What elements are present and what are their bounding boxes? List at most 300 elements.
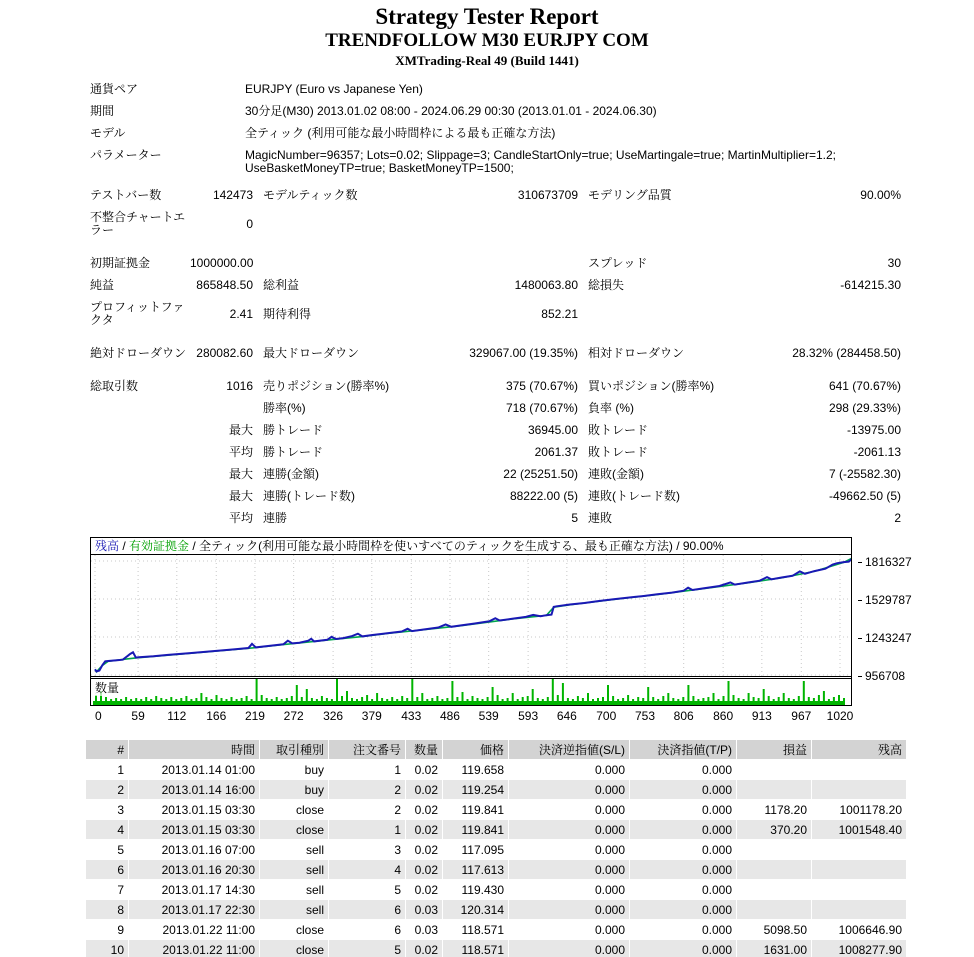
volume-bar bbox=[677, 699, 679, 701]
x-axis-label: 486 bbox=[439, 709, 460, 723]
table-cell: 2 bbox=[86, 780, 128, 799]
table-cell: 0.000 bbox=[509, 840, 629, 859]
stat-value: 22 (25251.50) bbox=[503, 467, 578, 481]
volume-bar bbox=[667, 693, 669, 701]
volume-bar bbox=[723, 696, 725, 701]
table-cell: 2013.01.14 16:00 bbox=[129, 780, 259, 799]
x-axis-label: 913 bbox=[751, 709, 772, 723]
stat-value: -614215.30 bbox=[840, 278, 901, 292]
table-cell: 117.095 bbox=[443, 840, 508, 859]
table-cell: 0.000 bbox=[630, 920, 736, 939]
volume-bar bbox=[763, 689, 765, 701]
volume-bar bbox=[256, 679, 258, 701]
stat-row bbox=[85, 402, 907, 415]
ea-name: TRENDFOLLOW M30 EURJPY COM bbox=[325, 30, 649, 51]
volume-bar bbox=[276, 697, 278, 701]
stat-value: 28.32% (284458.50) bbox=[792, 346, 901, 360]
volume-bar bbox=[587, 693, 589, 701]
table-row bbox=[86, 780, 906, 799]
x-axis-label: 59 bbox=[131, 709, 145, 723]
table-cell: 5 bbox=[86, 840, 128, 859]
x-axis-label: 1020 bbox=[826, 709, 854, 723]
volume-bar bbox=[221, 698, 223, 701]
table-cell: 0.000 bbox=[630, 820, 736, 839]
summary-info-section bbox=[85, 83, 907, 175]
volume-bar bbox=[326, 698, 328, 701]
table-cell: 2013.01.22 11:00 bbox=[129, 920, 259, 939]
x-axis-label: 112 bbox=[167, 709, 187, 723]
x-axis-label: 700 bbox=[596, 709, 617, 723]
info-value: 30分足(M30) 2013.01.02 08:00 - 2024.06.29 00:30 (2013.01.01 - 2024.06.30) bbox=[245, 104, 657, 118]
volume-bar bbox=[241, 698, 243, 701]
volume-bar bbox=[788, 698, 790, 701]
volume-bar bbox=[286, 698, 288, 701]
volume-bar bbox=[728, 681, 730, 701]
stat-row bbox=[85, 279, 907, 292]
stat-value: 310673709 bbox=[517, 188, 578, 202]
table-cell: 0.02 bbox=[406, 880, 442, 899]
volume-bar bbox=[472, 696, 474, 701]
x-axis-label: 860 bbox=[713, 709, 734, 723]
table-cell: 2 bbox=[329, 800, 405, 819]
stat-value: 2 bbox=[894, 511, 901, 525]
volume-bar bbox=[707, 697, 709, 701]
volume-bar bbox=[828, 699, 830, 701]
table-cell: 0.02 bbox=[406, 820, 442, 839]
volume-bar bbox=[662, 696, 664, 701]
volume-bar bbox=[261, 695, 263, 701]
volume-bar bbox=[351, 698, 353, 701]
stat-label: 連勝 bbox=[263, 511, 288, 525]
volume-bar bbox=[738, 698, 740, 701]
volume-bar bbox=[562, 683, 564, 701]
stat-label: 不整合チャートエラー bbox=[90, 210, 186, 237]
table-cell bbox=[812, 880, 906, 899]
volume-bar bbox=[135, 698, 137, 701]
y-axis-label: 1529787 bbox=[858, 593, 918, 607]
stat-value: 1480063.80 bbox=[514, 278, 578, 292]
table-cell bbox=[812, 860, 906, 879]
volume-plot bbox=[91, 679, 851, 705]
volume-bar bbox=[702, 698, 704, 701]
stat-row bbox=[85, 468, 907, 481]
table-cell: 119.430 bbox=[443, 880, 508, 899]
volume-bar bbox=[813, 698, 815, 701]
volume-bar bbox=[793, 699, 795, 701]
volume-bar bbox=[190, 699, 192, 701]
volume-bar bbox=[557, 695, 559, 701]
table-cell: 119.658 bbox=[443, 760, 508, 779]
volume-bar bbox=[758, 698, 760, 701]
volume-bar bbox=[462, 692, 464, 701]
table-cell: 0.02 bbox=[406, 800, 442, 819]
volume-bar bbox=[145, 697, 147, 701]
chart-title-part: / bbox=[119, 539, 130, 553]
table-cell: 3 bbox=[86, 800, 128, 819]
volume-bar bbox=[271, 699, 273, 701]
volume-bar bbox=[160, 698, 162, 701]
stat-label: 敗トレード bbox=[588, 423, 649, 437]
stat-label: プロフィットファクタ bbox=[90, 300, 185, 327]
table-cell: buy bbox=[260, 760, 328, 779]
table-cell: 9 bbox=[86, 920, 128, 939]
volume-bar bbox=[331, 699, 333, 701]
volume-bar bbox=[477, 698, 479, 701]
volume-bar bbox=[833, 697, 835, 701]
table-cell: 0.000 bbox=[630, 760, 736, 779]
summary-stats-section bbox=[85, 189, 907, 525]
volume-bar bbox=[110, 699, 112, 701]
table-cell: 1 bbox=[86, 760, 128, 779]
stat-label: 売りポジション(勝率%) bbox=[263, 379, 390, 393]
volume-bar bbox=[195, 698, 197, 701]
stat-row bbox=[85, 424, 907, 437]
table-cell bbox=[737, 880, 811, 899]
volume-bar bbox=[371, 699, 373, 701]
volume-bar bbox=[205, 697, 207, 701]
table-cell: 2013.01.17 14:30 bbox=[129, 880, 259, 899]
volume-bar bbox=[211, 699, 213, 701]
volume-bar bbox=[753, 697, 755, 701]
x-axis-label: 539 bbox=[478, 709, 499, 723]
table-cell: 8 bbox=[86, 900, 128, 919]
table-row bbox=[86, 760, 906, 779]
volume-bar bbox=[798, 696, 800, 701]
table-cell: 3 bbox=[329, 840, 405, 859]
stat-row bbox=[85, 347, 907, 360]
stat-row bbox=[85, 257, 907, 270]
volume-bar bbox=[672, 698, 674, 701]
info-value: EURJPY (Euro vs Japanese Yen) bbox=[245, 82, 423, 96]
stat-value: 852.21 bbox=[541, 306, 578, 321]
table-cell: 5098.50 bbox=[737, 920, 811, 939]
volume-bar bbox=[416, 697, 418, 701]
table-cell: 0.000 bbox=[630, 800, 736, 819]
table-cell: 5 bbox=[329, 880, 405, 899]
x-axis-label: 806 bbox=[673, 709, 694, 723]
table-cell: 0.000 bbox=[509, 940, 629, 957]
volume-bar bbox=[246, 696, 248, 701]
volume-bar bbox=[607, 685, 609, 701]
table-cell: 1178.20 bbox=[737, 800, 811, 819]
stat-value: 88222.00 (5) bbox=[509, 489, 578, 503]
x-axis-label: 0 bbox=[95, 709, 102, 723]
table-cell: 2 bbox=[329, 780, 405, 799]
volume-bar bbox=[336, 679, 338, 701]
table-cell: 119.841 bbox=[443, 820, 508, 839]
volume-bar bbox=[281, 699, 283, 701]
table-cell: 0.02 bbox=[406, 780, 442, 799]
volume-bar bbox=[446, 698, 448, 701]
volume-bar bbox=[386, 699, 388, 701]
volume-bar bbox=[467, 699, 469, 701]
volume-baseline bbox=[93, 701, 845, 705]
equity-line bbox=[95, 557, 851, 672]
stat-value: 298 (29.33%) bbox=[828, 401, 901, 415]
balance-line bbox=[95, 557, 851, 672]
volume-bar bbox=[823, 691, 825, 701]
table-cell: 0.02 bbox=[406, 860, 442, 879]
stat-value: 1016 bbox=[226, 379, 253, 393]
volume-bar bbox=[718, 699, 720, 701]
stat-row bbox=[85, 189, 907, 202]
stat-label: 連敗(金額) bbox=[588, 467, 644, 481]
stat-label: 最大ドローダウン bbox=[263, 346, 360, 360]
volume-bar bbox=[155, 696, 157, 701]
table-cell bbox=[812, 760, 906, 779]
table-cell: 6 bbox=[329, 900, 405, 919]
volume-bar bbox=[687, 685, 689, 701]
report-title: Strategy Tester Report bbox=[375, 4, 599, 29]
stat-label: 勝率(%) bbox=[263, 401, 306, 415]
volume-bar bbox=[572, 699, 574, 701]
table-cell: 0.03 bbox=[406, 920, 442, 939]
stat-label: 買いポジション(勝率%) bbox=[588, 379, 715, 393]
x-axis-label: 166 bbox=[206, 709, 227, 723]
table-cell: 0.000 bbox=[509, 820, 629, 839]
chart-title-part: 残高 bbox=[95, 539, 120, 553]
table-cell: 1 bbox=[329, 820, 405, 839]
volume-bar bbox=[376, 693, 378, 701]
stat-value: 最大 bbox=[228, 489, 253, 503]
volume-bar bbox=[175, 699, 177, 701]
stat-value: -2061.13 bbox=[853, 445, 901, 459]
table-row bbox=[86, 940, 906, 957]
x-axis-label: 646 bbox=[556, 709, 577, 723]
volume-bar bbox=[301, 697, 303, 701]
table-cell: 1008277.90 bbox=[812, 940, 906, 957]
table-cell: 10 bbox=[86, 940, 128, 957]
volume-bar bbox=[401, 696, 403, 701]
stat-label: 総利益 bbox=[263, 278, 300, 292]
stat-label: 連敗(トレード数) bbox=[588, 489, 680, 503]
table-header-cell: 損益 bbox=[737, 740, 811, 759]
info-label: パラメーター bbox=[90, 148, 162, 162]
stat-value: 7 (-25582.30) bbox=[828, 467, 901, 481]
table-cell: 1 bbox=[329, 760, 405, 779]
volume-bar bbox=[743, 699, 745, 701]
volume-bar bbox=[236, 699, 238, 701]
stat-label: 期待利得 bbox=[263, 306, 312, 321]
stat-value: 2061.37 bbox=[534, 445, 578, 459]
x-axis-label: 967 bbox=[791, 709, 812, 723]
table-cell: 1001548.40 bbox=[812, 820, 906, 839]
table-header-cell: # bbox=[86, 740, 128, 759]
volume-bar bbox=[411, 679, 413, 701]
volume-bar bbox=[125, 697, 127, 701]
table-cell bbox=[737, 900, 811, 919]
stat-value: 5 bbox=[571, 511, 578, 525]
volume-bar bbox=[778, 697, 780, 701]
table-cell: buy bbox=[260, 780, 328, 799]
stat-value: 718 (70.67%) bbox=[505, 401, 578, 415]
stat-value: 0 bbox=[246, 216, 253, 231]
volume-bar bbox=[492, 687, 494, 701]
volume-bar bbox=[597, 698, 599, 701]
stat-value: -13975.00 bbox=[846, 423, 901, 437]
stat-value: 280082.60 bbox=[196, 346, 253, 360]
stat-label: モデルティック数 bbox=[263, 188, 358, 202]
table-cell: 370.20 bbox=[737, 820, 811, 839]
volume-pane bbox=[91, 679, 851, 705]
volume-bar bbox=[512, 693, 514, 701]
volume-bar bbox=[115, 698, 117, 701]
table-cell: 2013.01.15 03:30 bbox=[129, 800, 259, 819]
volume-bar bbox=[637, 697, 639, 701]
volume-bar bbox=[803, 681, 805, 701]
volume-bar bbox=[366, 695, 368, 701]
table-cell: 1001178.20 bbox=[812, 800, 906, 819]
volume-label: 数量 bbox=[95, 681, 120, 695]
stat-value: -49662.50 (5) bbox=[828, 489, 901, 503]
table-cell: sell bbox=[260, 860, 328, 879]
stat-value: 最大 bbox=[228, 423, 253, 437]
table-cell: close bbox=[260, 940, 328, 957]
table-cell bbox=[737, 840, 811, 859]
stat-value: 90.00% bbox=[860, 188, 901, 202]
x-axis-label: 379 bbox=[361, 709, 382, 723]
volume-bar bbox=[356, 699, 358, 701]
y-axis-label: 1816327 bbox=[858, 555, 918, 569]
x-axis-label: 433 bbox=[401, 709, 422, 723]
balance-equity-plot bbox=[91, 555, 851, 676]
volume-bar bbox=[341, 696, 343, 701]
volume-bar bbox=[612, 696, 614, 701]
stat-label: 連敗 bbox=[588, 511, 613, 525]
volume-bar bbox=[296, 685, 298, 701]
volume-bar bbox=[451, 681, 453, 701]
volume-bar bbox=[200, 693, 202, 701]
volume-bar bbox=[396, 699, 398, 701]
stat-label: 連勝(トレード数) bbox=[263, 489, 355, 503]
info-label: 期間 bbox=[90, 104, 115, 118]
table-header-cell: 取引種別 bbox=[260, 740, 328, 759]
volume-bar bbox=[140, 699, 142, 701]
stat-label: 初期証拠金 bbox=[90, 256, 151, 270]
volume-bar bbox=[532, 689, 534, 701]
volume-bar bbox=[482, 699, 484, 701]
stat-row bbox=[85, 301, 907, 327]
table-cell: 0.02 bbox=[406, 940, 442, 957]
chart-title bbox=[91, 538, 851, 555]
table-cell: 2013.01.16 20:30 bbox=[129, 860, 259, 879]
chart-title-part: 有効証拠金 bbox=[129, 539, 190, 553]
stat-label: 勝トレード bbox=[263, 423, 324, 437]
volume-bar bbox=[216, 695, 218, 701]
table-cell: 6 bbox=[86, 860, 128, 879]
volume-bar bbox=[808, 697, 810, 701]
chart-title-part: / 全ティック(利用可能な最小時間枠を使いすべてのティックを生成する、最も正確な方法) / 90.00% bbox=[189, 539, 724, 553]
table-cell: 119.254 bbox=[443, 780, 508, 799]
volume-bar bbox=[441, 699, 443, 701]
x-axis-label: 753 bbox=[634, 709, 655, 723]
volume-bar bbox=[291, 696, 293, 701]
volume-bar bbox=[517, 699, 519, 701]
volume-bar bbox=[130, 699, 132, 701]
volume-bar bbox=[346, 691, 348, 701]
table-cell: 0.000 bbox=[509, 780, 629, 799]
volume-bar bbox=[773, 699, 775, 701]
volume-bar bbox=[622, 698, 624, 701]
volume-bar bbox=[697, 699, 699, 701]
table-header-cell: 決済指値(T/P) bbox=[630, 740, 736, 759]
table-cell: 2013.01.14 01:00 bbox=[129, 760, 259, 779]
table-cell: 0.02 bbox=[406, 840, 442, 859]
volume-bar bbox=[316, 699, 318, 701]
table-header-cell: 数量 bbox=[406, 740, 442, 759]
stat-value: 平均 bbox=[228, 445, 253, 459]
volume-bar bbox=[838, 695, 840, 701]
table-cell: 0.000 bbox=[509, 800, 629, 819]
table-cell: sell bbox=[260, 900, 328, 919]
table-row bbox=[86, 820, 906, 839]
table-cell bbox=[812, 840, 906, 859]
volume-bar bbox=[120, 699, 122, 701]
table-cell: 0.000 bbox=[630, 780, 736, 799]
broker-build: XMTrading-Real 49 (Build 1441) bbox=[395, 53, 579, 68]
table-cell: 0.000 bbox=[630, 900, 736, 919]
info-value: 全ティック (利用可能な最小時間枠による最も正確な方法) bbox=[245, 126, 556, 140]
table-cell: 4 bbox=[329, 860, 405, 879]
table-cell: close bbox=[260, 820, 328, 839]
table-cell: 0.000 bbox=[509, 760, 629, 779]
table-cell bbox=[737, 760, 811, 779]
table-cell: 118.571 bbox=[443, 920, 508, 939]
info-row bbox=[85, 127, 907, 140]
volume-bar bbox=[165, 699, 167, 701]
chart-box bbox=[90, 537, 852, 706]
stat-row bbox=[85, 446, 907, 459]
volume-bar bbox=[487, 697, 489, 701]
stat-value: 641 (70.67%) bbox=[828, 379, 901, 393]
volume-bar bbox=[692, 696, 694, 701]
x-axis-label: 219 bbox=[244, 709, 265, 723]
stat-row bbox=[85, 380, 907, 393]
table-cell: sell bbox=[260, 840, 328, 859]
table-header-cell: 決済逆指値(S/L) bbox=[509, 740, 629, 759]
info-label: モデル bbox=[90, 126, 126, 140]
volume-bar bbox=[843, 698, 845, 701]
stat-label: 連勝(金額) bbox=[263, 467, 319, 481]
volume-bar bbox=[547, 697, 549, 701]
table-cell: 2013.01.16 07:00 bbox=[129, 840, 259, 859]
table-header-cell: 残高 bbox=[812, 740, 906, 759]
volume-bar bbox=[552, 679, 554, 701]
volume-bar bbox=[537, 698, 539, 701]
table-cell: 0.03 bbox=[406, 900, 442, 919]
volume-bar bbox=[818, 695, 820, 701]
table-cell: 6 bbox=[329, 920, 405, 939]
x-axis-label: 326 bbox=[323, 709, 344, 723]
table-row bbox=[86, 800, 906, 819]
volume-bar bbox=[577, 696, 579, 701]
volume-bar bbox=[421, 693, 423, 701]
stat-row bbox=[85, 512, 907, 525]
table-row bbox=[86, 880, 906, 899]
table-cell: 0.000 bbox=[630, 840, 736, 859]
table-row bbox=[86, 900, 906, 919]
table-cell: 2013.01.15 03:30 bbox=[129, 820, 259, 839]
stat-label: モデリング品質 bbox=[588, 188, 672, 202]
stat-label: 敗トレード bbox=[588, 445, 649, 459]
volume-bar bbox=[652, 697, 654, 701]
volume-bar bbox=[507, 698, 509, 701]
info-row bbox=[85, 105, 907, 118]
volume-bar bbox=[311, 698, 313, 701]
volume-bar bbox=[768, 696, 770, 701]
info-row bbox=[85, 83, 907, 96]
table-cell bbox=[737, 860, 811, 879]
